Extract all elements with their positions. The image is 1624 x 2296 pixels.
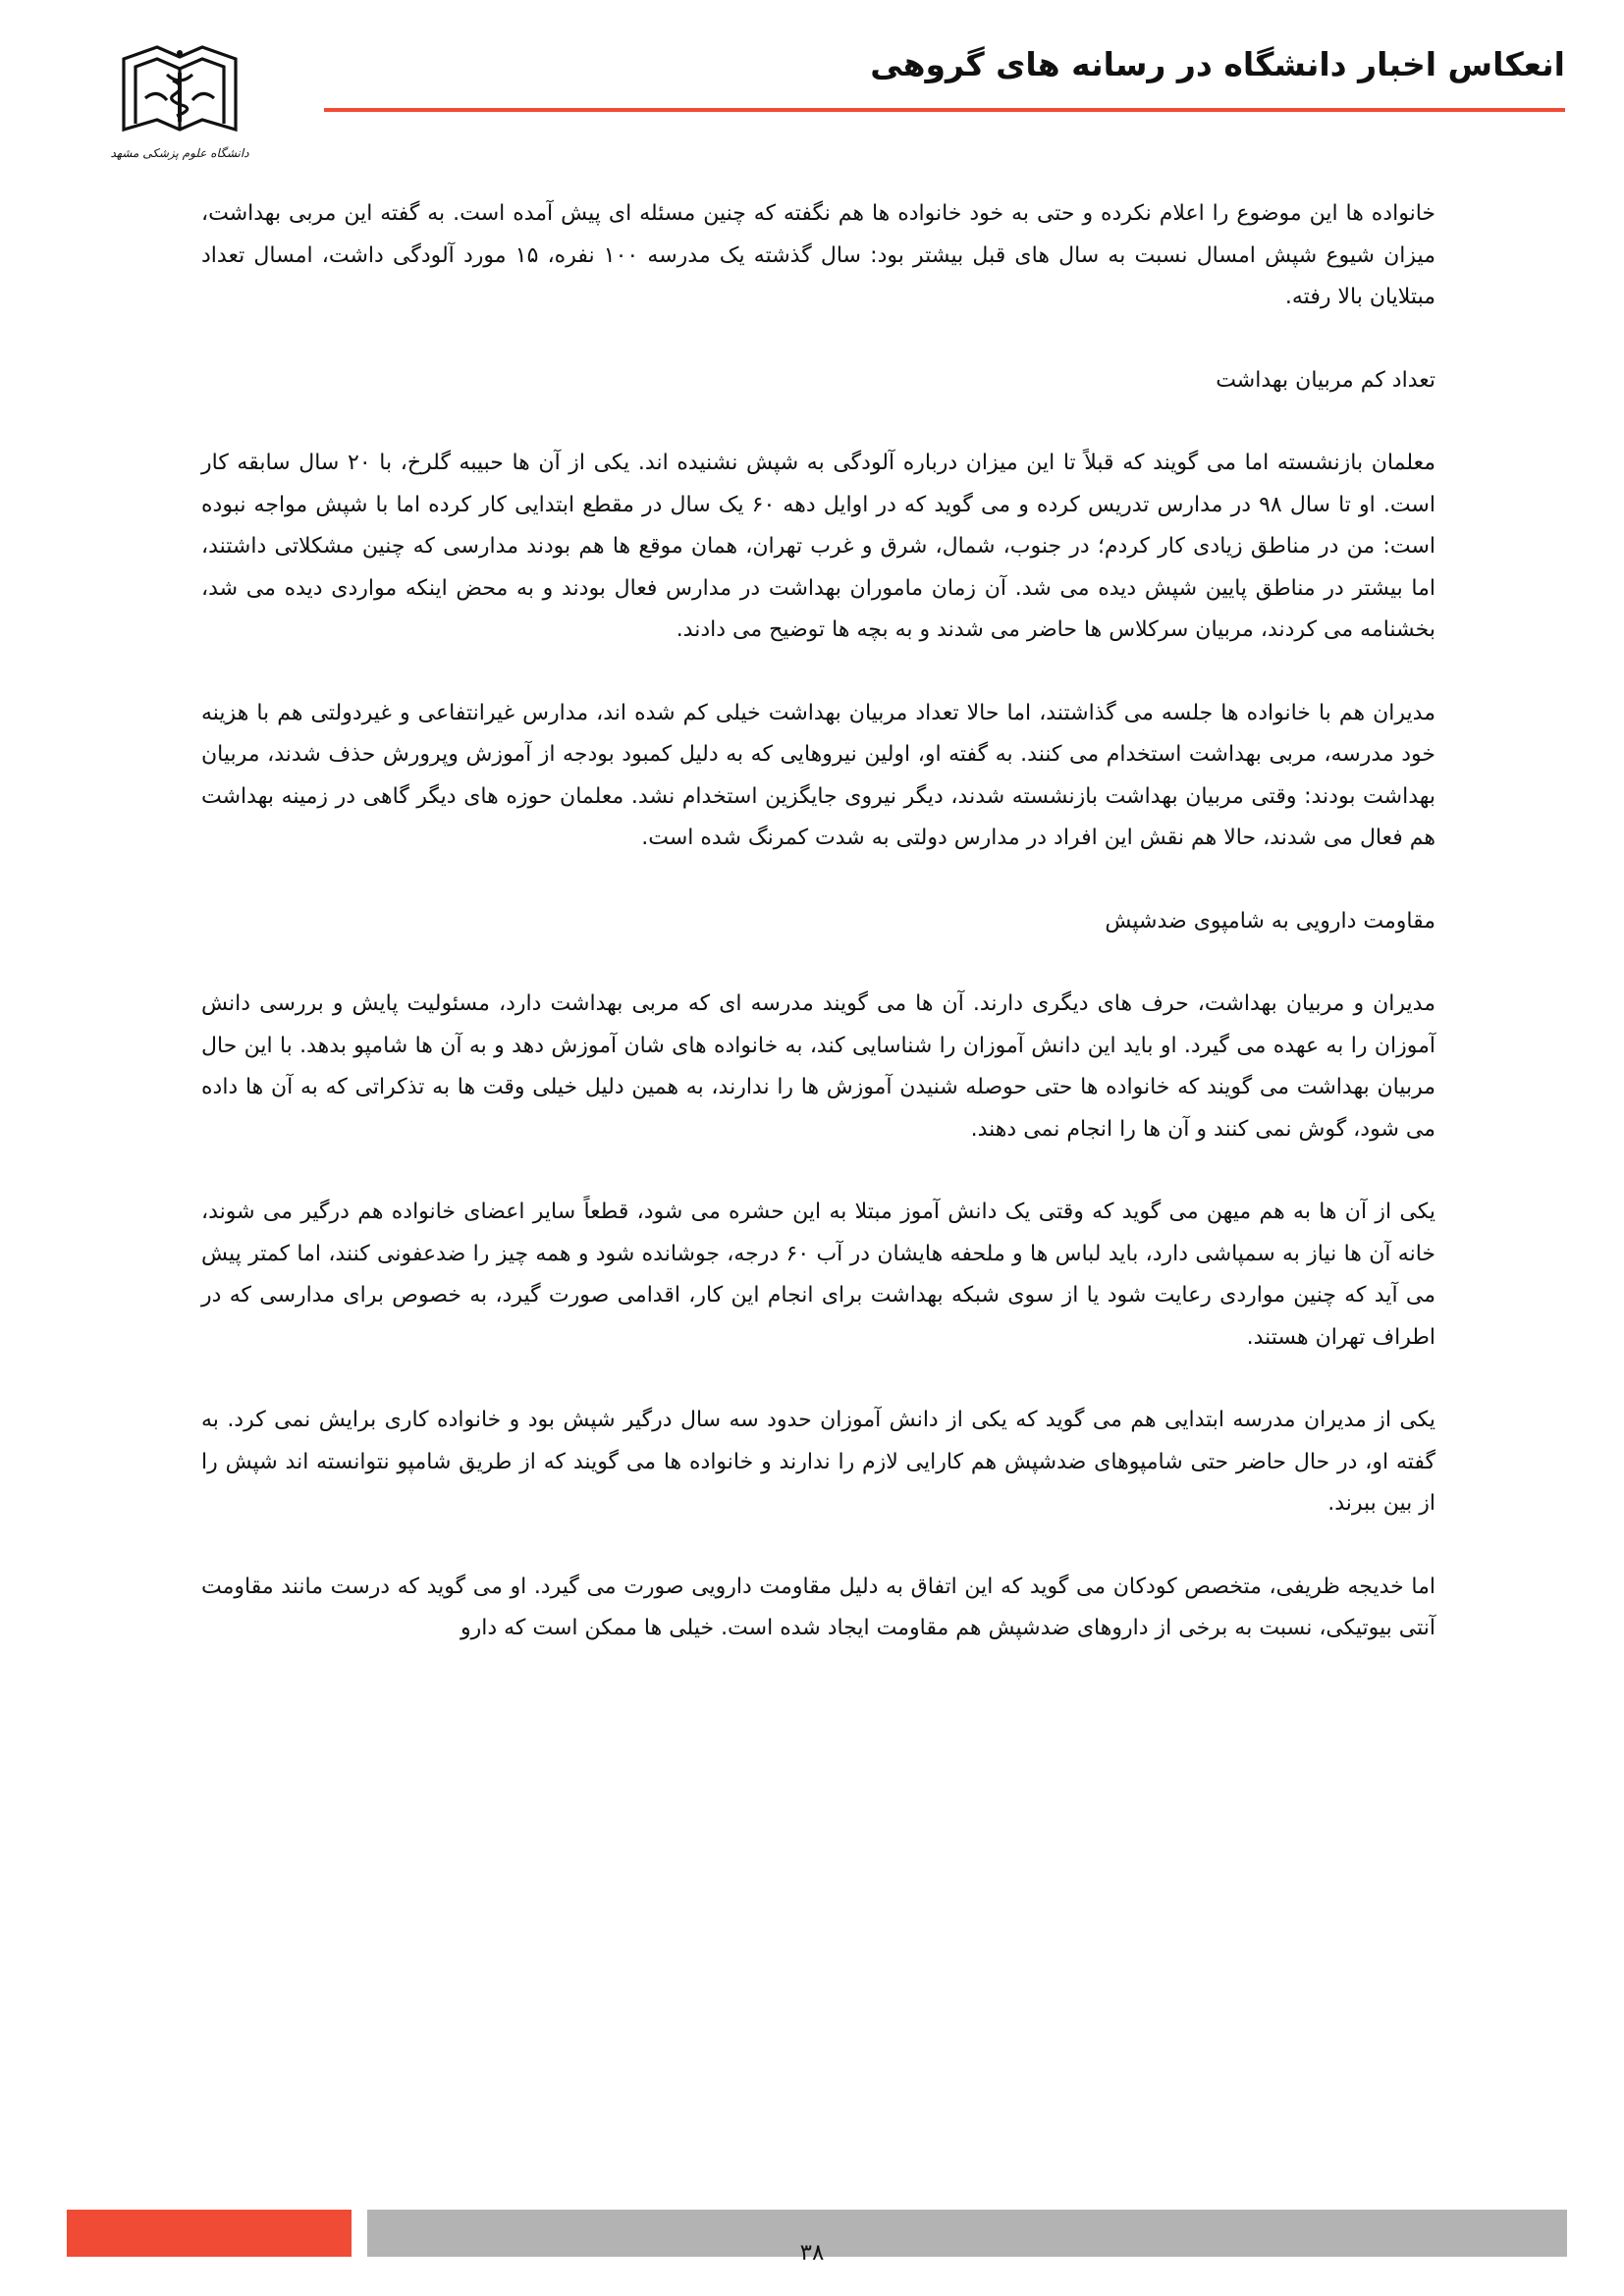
paragraph-7: اما خدیجه ظریفی، متخصص کودکان می گوید که این اتفاق به دلیل مقاومت دارویی صورت می گیرد. او می گوید که درست مانند مقاومت آنتی بیوتیکی، نسبت به برخی از داروهای ضدشپش هم مقاومت ایجاد شده است. خیلی ها ممکن است که دارو: [201, 1574, 1435, 1640]
paragraph-5: یکی از آن ها به هم میهن می گوید که وقتی یک دانش آموز مبتلا به این حشره می شود، قطعاً سایر اعضای خانواده هم درگیر می شوند، خانه آن ها نیاز به سمپاشی دارد، باید لباس ها و ملحفه هایشان در آب ۶۰ درجه، جوشانده شود و همه چیز را ضدعفونی کنند، اما کمتر پیش می آید که چنین مواردی رعایت شود یا از سوی شبکه بهداشت برای انجام این کار، اقدامی صورت گیرد، به خصوص برای مدارسی که در اطراف تهران هستند.: [201, 1200, 1435, 1350]
header-title: انعکاس اخبار دانشگاه در رسانه های گروهی: [870, 45, 1565, 83]
section-heading-staff: تعداد کم مربیان بهداشت: [1216, 367, 1435, 393]
logo-caption: دانشگاه علوم پزشکی مشهد: [110, 146, 249, 160]
page-number: ۳۸: [799, 2240, 825, 2266]
section-heading-resistance: مقاومت دارویی به شامپوی ضدشپش: [1105, 908, 1435, 934]
article-body: [201, 193, 1435, 1650]
paragraph-6: یکی از مدیران مدرسه ابتدایی هم می گوید که یکی از دانش آموزان حدود سه سال درگیر شپش بود و خانواده کاری برایش نمی کرد. به گفته او، در حال حاضر حتی شامپوهای ضدشپش هم کارایی لازم را ندارند و خانواده ها می گویند که از طریق شامپو نتوانسته اند شپش را از بین ببرند.: [201, 1408, 1435, 1516]
paragraph-2: معلمان بازنشسته اما می گویند که قبلاً تا این میزان درباره آلودگی به شپش نشنیده اند. یکی از آن ها حبیبه گلرخ، با ۲۰ سال سابقه کار است. او تا سال ۹۸ در مدارس تدریس کرده و می گوید که در اوایل دهه ۶۰ یک سال در مقطع ابتدایی کار کرده اما با شپش مواجه نبوده است: من در مناطق زیادی کار کردم؛ در جنوب، شمال، شرق و غرب تهران، همان موقع ها هم بودند مدارسی که چنین مشکلاتی داشتند، اما بیشتر در مناطق پایین شپش دیده می شد. آن زمان ماموران بهداشت در مدارس فعال بودند و به محض اینکه مواردی دیده می شد، بخشنامه می کردند، مربیان سرکلاس ها حاضر می شدند و به بچه ها توضیح می دادند.: [201, 451, 1435, 642]
paragraph-3: مدیران هم با خانواده ها جلسه می گذاشتند، اما حالا تعداد مربیان بهداشت خیلی کم شده اند، مدارس غیرانتفاعی و غیردولتی هم با هزینه خود مدرسه، مربی بهداشت استخدام می کنند. به گفته او، اولین نیروهایی که به دلیل کمبود بودجه از آموزش وپرورش حذف شدند، مربیان بهداشت بودند: وقتی مربیان بهداشت بازنشسته شدند، دیگر نیروی جایگزین استخدام نشد. معلمان حوزه های دیگر گاهی در زمینه بهداشت هم فعال می شدند، حالا هم نقش این افراد در مدارس دولتی به شدت کمرنگ شده است.: [201, 700, 1435, 850]
paragraph-4: مدیران و مربیان بهداشت، حرف های دیگری دارند. آن ها می گویند مدرسه ای که مربی بهداشت دارد، مسئولیت پایش و بررسی دانش آموزان را به عهده می گیرد. او باید این دانش آموزان را شناسایی کند، به خانواده های شان آموزش دهد و به آن ها شامپو بدهد. با این حال مربیان بهداشت می گویند که خانواده ها حتی حوصله شنیدن آموزش ها را ندارند، به همین دلیل خیلی وقت ها به تذکراتی که به آن ها داده می شود، گوش نمی کنند و آن ها را انجام نمی دهند.: [201, 991, 1435, 1142]
header-rule: [324, 108, 1565, 112]
paragraph-1: خانواده ها این موضوع را اعلام نکرده و حتی به خود خانواده ها هم نگفته که چنین مسئله ای پیش آمده است. به گفته این مربی بهداشت، میزان شیوع شپش امسال نسبت به سال های قبل بیشتر بود: سال گذشته یک مدرسه ۱۰۰ نفره، ۱۵ مورد آلودگی داشت، امسال تعداد مبتلایان بالا رفته.: [201, 201, 1435, 309]
university-logo: [106, 39, 253, 169]
